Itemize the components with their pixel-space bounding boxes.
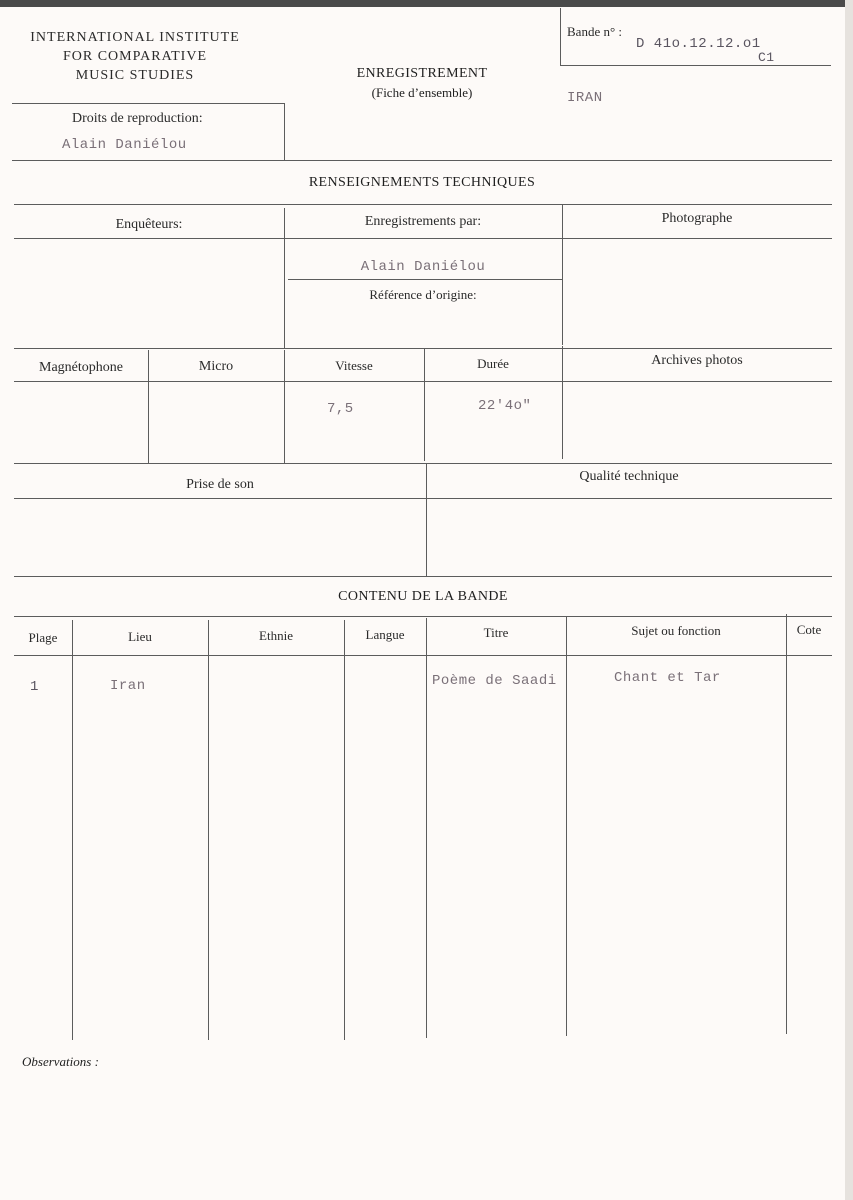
divider-above-contenu xyxy=(14,576,832,577)
droits-box-right xyxy=(284,103,285,161)
bande-suffix: C1 xyxy=(758,50,775,65)
bande-label: Bande n° : xyxy=(567,24,623,39)
archives-label: Archives photos xyxy=(651,353,743,368)
scan-top-edge xyxy=(0,0,853,7)
institute-line-1: INTERNATIONAL INSTITUTE xyxy=(30,30,240,45)
form-title: ENREGISTREMENT xyxy=(356,66,488,81)
duree-value: 22'4o" xyxy=(478,398,532,414)
col-header-cote: Cote xyxy=(796,622,822,637)
enregistrements-value: Alain Daniélou xyxy=(360,259,486,275)
col-divider-titre xyxy=(426,618,427,1038)
row-1-plage: 1 xyxy=(30,679,39,695)
col-divider-micro xyxy=(148,350,149,464)
institute-line-3: MUSIC STUDIES xyxy=(75,68,195,83)
divider-below-contenu-heading xyxy=(14,616,832,617)
micro-label: Micro xyxy=(198,359,234,374)
col-divider-qualite xyxy=(426,463,427,576)
row-1-lieu: Iran xyxy=(110,678,146,694)
qualite-label: Qualité technique xyxy=(579,469,679,484)
row-1-sujet: Chant et Tar xyxy=(614,670,721,686)
vitesse-label: Vitesse xyxy=(335,358,373,373)
magnetophone-label: Magnétophone xyxy=(39,360,123,375)
col-header-plage: Plage xyxy=(28,630,58,645)
vitesse-value: 7,5 xyxy=(327,401,354,417)
photographe-label: Photographe xyxy=(661,211,733,226)
divider-below-column-headers xyxy=(14,655,832,656)
contenu-heading: CONTENU DE LA BANDE xyxy=(338,589,508,604)
col-divider-photographe xyxy=(562,205,563,345)
institute-line-2: FOR COMPARATIVE xyxy=(62,49,207,64)
col-header-lieu: Lieu xyxy=(128,629,152,644)
observations-label: Observations : xyxy=(22,1054,99,1069)
col-divider-duree xyxy=(424,348,425,461)
prise-label: Prise de son xyxy=(186,477,254,492)
col-divider-enqueteurs xyxy=(284,208,285,348)
form-subtitle: (Fiche d’ensemble) xyxy=(371,85,473,100)
divider-above-technical xyxy=(12,160,832,161)
enqueteurs-label: Enquêteurs: xyxy=(115,217,183,232)
divider-below-enqueteurs xyxy=(14,238,832,239)
col-divider-vitesse xyxy=(284,350,285,463)
country-value: IRAN xyxy=(567,90,603,106)
duree-label: Durée xyxy=(477,356,509,371)
enregistrements-label: Enregistrements par: xyxy=(364,214,482,229)
divider-above-magnetophone xyxy=(14,348,832,349)
bande-box-left-border xyxy=(560,8,561,66)
bande-number: D 41o.12.12.o1 xyxy=(636,36,761,52)
droits-value: Alain Daniélou xyxy=(62,137,187,153)
col-divider-langue xyxy=(344,620,345,1040)
divider-below-magnetophone-headers xyxy=(14,381,832,382)
col-divider-cote xyxy=(786,614,787,1034)
col-divider-archives xyxy=(562,346,563,459)
col-header-titre: Titre xyxy=(483,625,509,640)
divider-below-technical xyxy=(14,204,832,205)
droits-box-top xyxy=(12,103,284,104)
bande-box-bottom-border xyxy=(560,65,831,66)
col-divider-lieu xyxy=(72,620,73,1040)
institute-name xyxy=(10,28,260,85)
divider-above-prise xyxy=(14,463,832,464)
col-header-langue: Langue xyxy=(365,627,405,642)
technical-heading: RENSEIGNEMENTS TECHNIQUES xyxy=(308,175,536,190)
row-1-titre: Poème de Saadi xyxy=(432,673,557,689)
divider-below-prise xyxy=(14,498,832,499)
col-header-sujet: Sujet ou fonction xyxy=(631,623,721,638)
col-divider-ethnie xyxy=(208,620,209,1040)
droits-label: Droits de reproduction: xyxy=(72,111,203,126)
col-divider-sujet xyxy=(566,616,567,1036)
col-header-ethnie: Ethnie xyxy=(259,628,293,643)
reference-label: Référence d’origine: xyxy=(369,287,477,302)
divider-below-enregistrements-value xyxy=(288,279,562,280)
scan-right-edge xyxy=(845,0,853,1200)
